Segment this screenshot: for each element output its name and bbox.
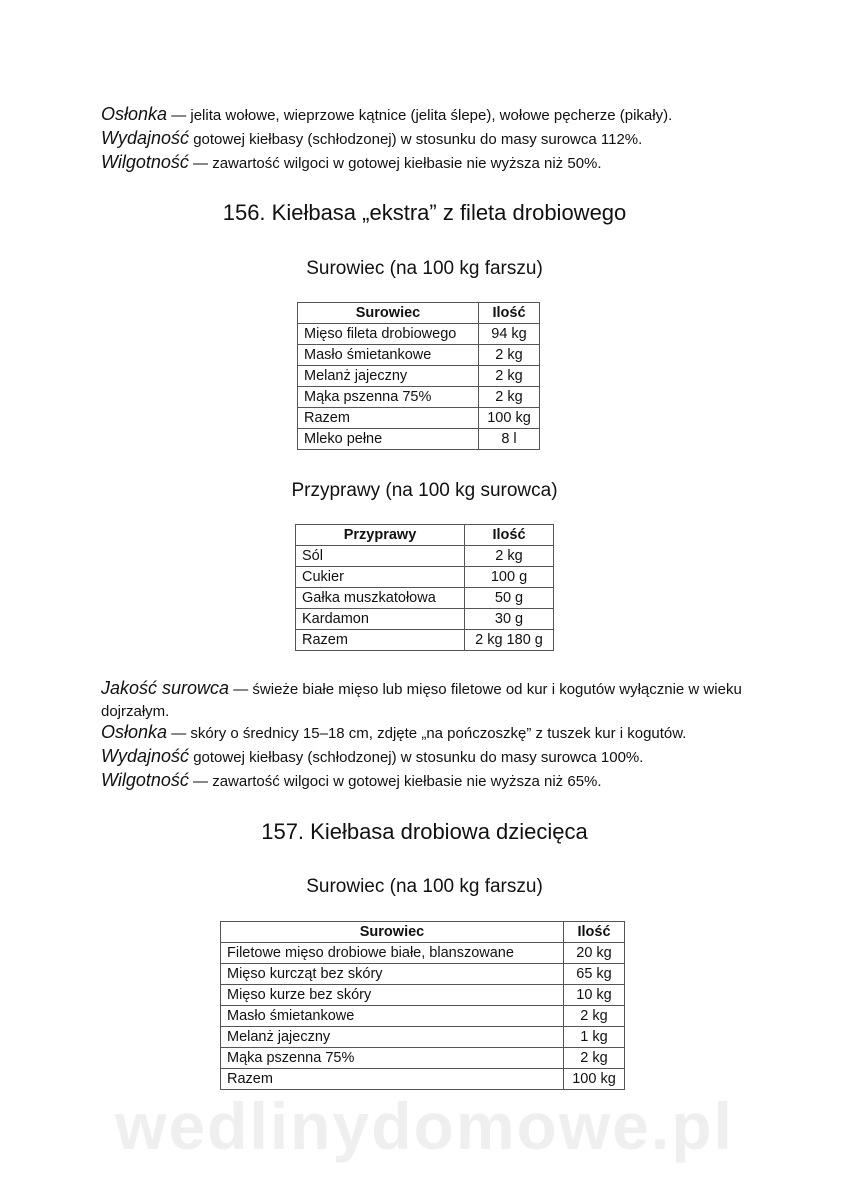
table-cell: 65 kg — [564, 964, 625, 985]
table-cell: 2 kg — [564, 1006, 625, 1027]
column-header: Ilość — [564, 922, 625, 943]
table-cell: Filetowe mięso drobiowe białe, blanszowane — [221, 943, 564, 964]
recipe-157-raw-heading: Surowiec (na 100 kg farszu) — [306, 876, 543, 897]
table-cell: 30 g — [465, 609, 554, 630]
table-cell: Masło śmietankowe — [221, 1006, 564, 1027]
recipe-156-spice-heading: Przyprawy (na 100 kg surowca) — [291, 480, 558, 501]
table-row — [221, 1069, 625, 1090]
table-cell: Mięso kurze bez skóry — [221, 985, 564, 1006]
table-row — [221, 1027, 625, 1048]
recipe-157-title: 157. Kiełbasa drobiowa dziecięca — [261, 819, 588, 844]
recipe-156-raw-heading: Surowiec (na 100 kg farszu) — [306, 258, 543, 279]
recipe-156-raw-table — [297, 302, 540, 450]
table-cell: 100 kg — [479, 408, 540, 429]
table-cell: 2 kg 180 g — [465, 630, 554, 651]
note-text: gotowej kiełbasy (schłodzonej) w stosunku do masy surowca 100%. — [189, 749, 644, 766]
table-row — [296, 630, 554, 651]
table-cell: 2 kg — [564, 1048, 625, 1069]
table-cell: 2 kg — [465, 546, 554, 567]
table-row — [296, 588, 554, 609]
table-cell: 8 l — [479, 429, 540, 450]
table-row — [298, 366, 540, 387]
table-cell: Sól — [296, 546, 465, 567]
note-wydajnosc — [101, 745, 761, 769]
table-cell: Mleko pełne — [298, 429, 479, 450]
table-row — [296, 567, 554, 588]
table-cell: 1 kg — [564, 1027, 625, 1048]
note-text: — zawartość wilgoci w gotowej kiełbasie nie wyższa niż 65%. — [188, 773, 602, 790]
table-cell: Mąka pszenna 75% — [298, 387, 479, 408]
table-cell: Mięso fileta drobiowego — [298, 324, 479, 345]
table-cell: Razem — [298, 408, 479, 429]
table-cell: 100 g — [465, 567, 554, 588]
table-cell: Melanż jajeczny — [298, 366, 479, 387]
table-row — [298, 429, 540, 450]
table-cell: 2 kg — [479, 345, 540, 366]
table-cell: 100 kg — [564, 1069, 625, 1090]
note-oslonka — [101, 721, 761, 745]
table-cell: Masło śmietankowe — [298, 345, 479, 366]
table-cell: Cukier — [296, 567, 465, 588]
table-cell: Mąka pszenna 75% — [221, 1048, 564, 1069]
note-text: — jelita wołowe, wieprzowe kątnice (jelita ślepe), wołowe pęcherze (pikały). — [167, 107, 673, 124]
table-cell: Razem — [296, 630, 465, 651]
table-cell: 2 kg — [479, 366, 540, 387]
note-term: Wydajność — [101, 746, 190, 766]
table-row — [221, 1048, 625, 1069]
table-row — [221, 943, 625, 964]
note-term: Wydajność — [101, 128, 190, 148]
note-wilgotnosc — [101, 769, 761, 793]
note-term: Jakość surowca — [101, 678, 230, 698]
note-text: — świeże białe mięso lub mięso filetowe od kur i kogutów wyłącznie w wieku dojrzałym. — [101, 681, 742, 720]
table-cell: Gałka muszkatołowa — [296, 588, 465, 609]
table-cell: 50 g — [465, 588, 554, 609]
table-row — [296, 609, 554, 630]
recipe-156-title: 156. Kiełbasa „ekstra” z fileta drobiowego — [222, 200, 627, 225]
note-oslonka — [101, 103, 761, 127]
table-row — [296, 546, 554, 567]
table-cell: 20 kg — [564, 943, 625, 964]
column-header: Surowiec — [221, 922, 564, 943]
table-cell: 10 kg — [564, 985, 625, 1006]
table-header-row — [296, 525, 554, 546]
note-term: Wilgotność — [101, 152, 189, 172]
column-header: Przyprawy — [296, 525, 465, 546]
table-cell: Razem — [221, 1069, 564, 1090]
table-row — [298, 345, 540, 366]
note-jakosc-surowca — [101, 677, 761, 723]
table-cell: Melanż jajeczny — [221, 1027, 564, 1048]
note-text: — skóry o średnicy 15–18 cm, zdjęte „na pończoszkę” z tuszek kur i kogutów. — [167, 725, 687, 742]
table-cell: 94 kg — [479, 324, 540, 345]
table-row — [298, 387, 540, 408]
column-header: Surowiec — [298, 303, 479, 324]
table-cell: 2 kg — [479, 387, 540, 408]
note-text: gotowej kiełbasy (schłodzonej) w stosunku do masy surowca 112%. — [189, 131, 643, 148]
table-header-row — [221, 922, 625, 943]
table-row — [221, 964, 625, 985]
column-header: Ilość — [479, 303, 540, 324]
table-row — [221, 1006, 625, 1027]
table-cell: Mięso kurcząt bez skóry — [221, 964, 564, 985]
column-header: Ilość — [465, 525, 554, 546]
note-term: Osłonka — [101, 722, 168, 742]
note-text: — zawartość wilgoci w gotowej kiełbasie nie wyższa niż 50%. — [188, 155, 602, 172]
table-header-row — [298, 303, 540, 324]
table-cell: Kardamon — [296, 609, 465, 630]
note-term: Wilgotność — [101, 770, 189, 790]
table-row — [298, 408, 540, 429]
table-row — [221, 985, 625, 1006]
recipe-157-raw-table — [220, 921, 625, 1090]
note-wydajnosc — [101, 127, 761, 151]
watermark: wedlinydomowe.pl — [115, 1089, 734, 1163]
note-wilgotnosc — [101, 151, 761, 175]
note-term: Osłonka — [101, 104, 168, 124]
recipe-156-spice-table — [295, 524, 554, 651]
table-row — [298, 324, 540, 345]
